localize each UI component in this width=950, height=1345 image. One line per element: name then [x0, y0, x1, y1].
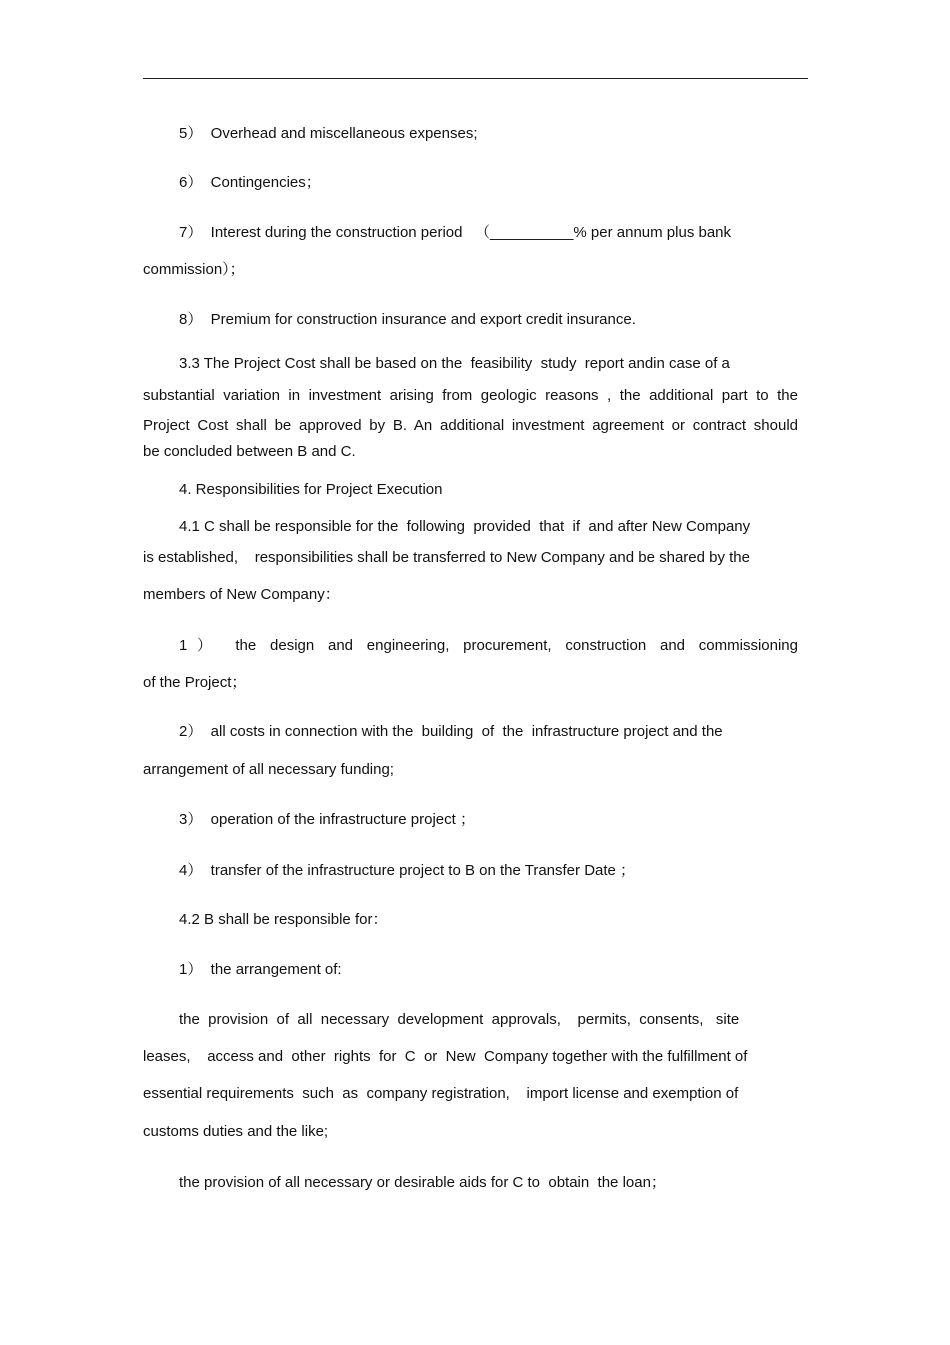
provision-approvals-line: customs duties and the like; — [143, 1123, 329, 1140]
provision-loan-aids: the provision of all necessary or desirable aids for C to obtain the loan； — [179, 1174, 666, 1191]
list-item-transfer: 4） transfer of the infrastructure project to B on the Transfer Date ； — [179, 862, 636, 879]
paragraph-3-3-line: substantial variation in investment arising from geologic reasons , the additional part to the — [143, 387, 798, 404]
list-item-design-cont: of the Project； — [143, 674, 247, 691]
paragraph-3-3-line: be concluded between B and C. — [143, 443, 356, 460]
list-item-costs: 2） all costs in connection with the building of the infrastructure project and the — [179, 723, 723, 740]
paragraph-3-3-line: 3.3 The Project Cost shall be based on the feasibility study report andin case of a — [179, 355, 730, 372]
list-item-overhead: 5） Overhead and miscellaneous expenses; — [179, 125, 478, 142]
list-item-interest-cont: commission）； — [143, 261, 245, 278]
paragraph-4-1-line: is established, responsibilities shall be transferred to New Company and be shared by the — [143, 549, 750, 566]
list-item-design: 1） the design and engineering, procurement, construction and commissioning — [179, 637, 798, 654]
list-item-premium: 8） Premium for construction insurance and export credit insurance. — [179, 311, 636, 328]
provision-approvals-line: essential requirements such as company registration, import license and exemption of — [143, 1085, 739, 1102]
paragraph-4-1-line: members of New Company： — [143, 586, 340, 603]
provision-approvals-line: the provision of all necessary development approvals, permits, consents, site — [179, 1011, 740, 1028]
paragraph-4-2: 4.2 B shall be responsible for： — [179, 911, 388, 928]
section-heading-4: 4. Responsibilities for Project Execution — [179, 481, 443, 498]
list-item-costs-cont: arrangement of all necessary funding; — [143, 761, 394, 778]
paragraph-4-1-line: 4.1 C shall be responsible for the following provided that if and after New Company — [179, 518, 751, 535]
list-item-operation: 3） operation of the infrastructure project ； — [179, 811, 475, 828]
provision-approvals-line: leases, access and other rights for C or New Company together with the fulfillment of — [143, 1048, 748, 1065]
list-item-contingencies: 6） Contingencies； — [179, 174, 321, 191]
list-item-arrangement: 1） the arrangement of: — [179, 961, 342, 978]
list-item-interest: 7） Interest during the construction period （__________% per annum plus bank — [179, 224, 732, 241]
header-rule — [143, 78, 808, 79]
paragraph-3-3-line: Project Cost shall be approved by B. An additional investment agreement or contract should — [143, 417, 798, 434]
